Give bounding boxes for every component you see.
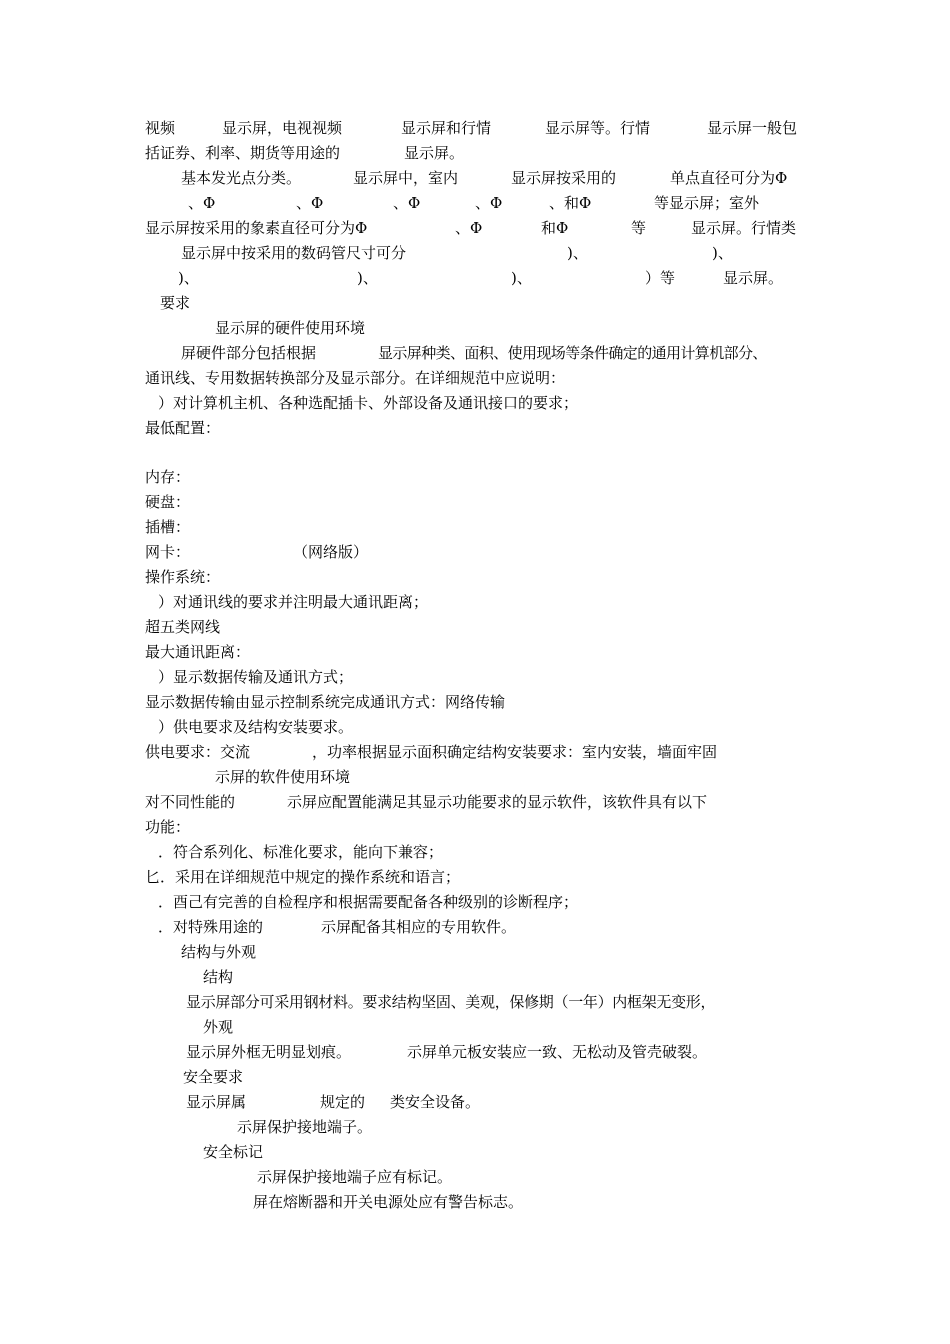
section-heading: 结构与外观 [181, 943, 257, 961]
text-segment: 示屏应配置能满足其显示功能要求的显示软件，该软件具有以下 [287, 793, 708, 811]
text-segment: 插槽： [145, 518, 191, 536]
section-heading: 安全标记 [203, 1143, 264, 1161]
text-segment: 显示屏外框无明显划痕。 [186, 1043, 352, 1061]
text-segment: 屏硬件部分包括根据 [181, 344, 317, 362]
text-segment: ）等 [645, 269, 676, 287]
text-segment: 显示屏部分可采用钢材料。要求结构坚固、美观，保修期（一年）内框架无变形， [186, 993, 716, 1011]
text-segment: )、 [567, 244, 588, 262]
text-segment: 显示数据传输由显示控制系统完成通讯方式：网络传输 [145, 693, 506, 711]
text-segment: )、 [511, 269, 532, 287]
text-segment: 最低配置： [145, 419, 221, 437]
text-segment: （网络版） [293, 543, 369, 561]
list-item: 匕．采用在详细规范中规定的操作系统和语言； [145, 868, 461, 886]
text-segment: 示屏单元板安装应一致、无松动及管壳破裂。 [407, 1043, 708, 1061]
list-item: ．酉己有完善的自检程序和根据需要配备各种级别的诊断程序； [158, 893, 579, 911]
text-segment: ）对计算机主机、各种选配插卡、外部设备及通讯接口的要求； [158, 394, 579, 412]
text-segment: 、Φ [188, 194, 216, 212]
text-segment: 超五类网线 [145, 618, 221, 636]
text-segment: 等 [631, 219, 647, 237]
text-segment: 对不同性能的 [145, 793, 236, 811]
text-segment: 显示屏属 [186, 1093, 247, 1111]
text-segment: 视频 [145, 119, 176, 137]
text-segment: ）对通讯线的要求并注明最大通讯距离； [158, 593, 429, 611]
section-heading: 结构 [203, 968, 234, 986]
text-segment: 示屏保护接地端子应有标记。 [257, 1168, 453, 1186]
text-segment: 显示屏一般包 [707, 119, 798, 137]
text-segment: 显示屏。行情类 [691, 219, 797, 237]
list-item: ．符合系列化、标准化要求，能向下兼容； [158, 843, 444, 861]
text-segment: 操作系统： [145, 568, 221, 586]
text-segment: 内存： [145, 468, 191, 486]
text-segment: 供电要求：交流 [145, 743, 251, 761]
text-segment: 硬盘： [145, 493, 191, 511]
text-segment: 通讯线、专用数据转换部分及显示部分。在详细规范中应说明： [145, 369, 566, 387]
text-segment: 显示屏和行情 [401, 119, 492, 137]
text-segment: ）显示数据传输及通讯方式； [158, 668, 354, 686]
text-segment: 括证券、利率、期货等用途的 [145, 144, 341, 162]
text-segment: 显示屏等。行情 [545, 119, 651, 137]
text-segment: 显示屏。 [404, 144, 465, 162]
text-segment: 和Φ [541, 219, 569, 237]
text-segment: 显示屏按采用的 [511, 169, 617, 187]
text-segment: ）供电要求及结构安装要求。 [158, 718, 354, 736]
text-segment: ，功率根据显示面积确定结构安装要求：室内安装，墙面牢固 [312, 743, 718, 761]
text-segment: 最大通讯距离： [145, 643, 251, 661]
text-segment: 基本发光点分类。 [181, 169, 302, 187]
text-segment: 显示屏按采用的象素直径可分为Φ [145, 219, 368, 237]
text-segment: 屏在熔断器和开关电源处应有警告标志。 [253, 1193, 524, 1211]
text-segment: 等显示屏；室外 [654, 194, 760, 212]
list-item: ．对特殊用途的 [158, 918, 264, 936]
text-segment: 网卡： [145, 543, 191, 561]
section-heading: 安全要求 [183, 1068, 244, 1086]
text-segment: 规定的 [320, 1093, 366, 1111]
text-segment: 示屏配备其相应的专用软件。 [321, 918, 517, 936]
section-heading: 外观 [203, 1018, 234, 1036]
text-segment: 显示屏种类、面积、使用现场等条件确定的通用计算机部分、 [378, 344, 767, 362]
text-segment: 、Φ [393, 194, 421, 212]
text-segment: 显示屏。 [723, 269, 784, 287]
text-segment: 类安全设备。 [390, 1093, 481, 1111]
text-segment: 示屏保护接地端子。 [237, 1118, 373, 1136]
section-heading: 示屏的软件使用环境 [215, 768, 351, 786]
text-segment: 显示屏中按采用的数码管尺寸可分 [181, 244, 407, 262]
text-segment: 显示屏，电视视频 [222, 119, 343, 137]
text-segment: )、 [357, 269, 378, 287]
text-segment: 、Φ [455, 219, 483, 237]
text-segment: 、Φ [475, 194, 503, 212]
text-segment: 单点直径可分为Φ [670, 169, 788, 187]
text-segment: 、和Φ [549, 194, 592, 212]
section-heading: 要求 [160, 294, 191, 312]
text-segment: )、 [178, 269, 199, 287]
text-segment: )、 [712, 244, 733, 262]
text-segment: 、Φ [296, 194, 324, 212]
text-segment: 显示屏中，室内 [353, 169, 459, 187]
text-segment: 功能： [145, 818, 191, 836]
section-heading: 显示屏的硬件使用环境 [215, 319, 366, 337]
